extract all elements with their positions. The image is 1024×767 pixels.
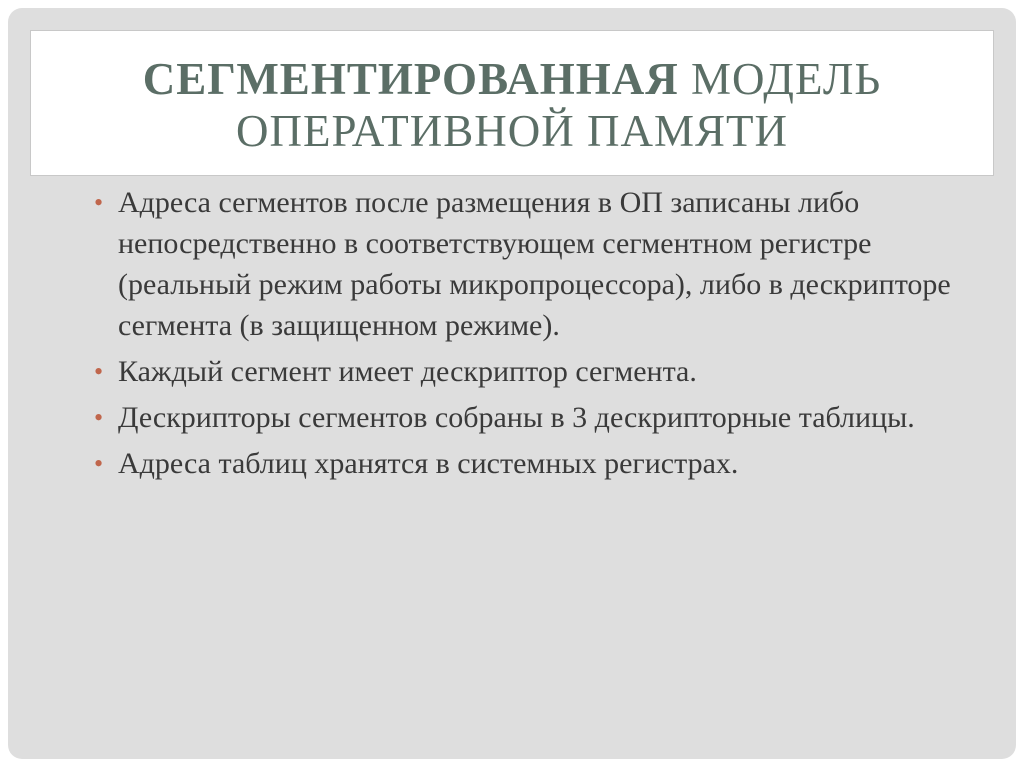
bullet-dot-icon: • <box>94 403 104 432</box>
title-box <box>30 30 994 176</box>
slide <box>8 8 1016 759</box>
title-bold-part: СЕГМЕНТИРОВАННАЯ <box>142 54 679 104</box>
bullet-item <box>94 397 954 438</box>
bullet-item <box>94 443 954 484</box>
bullet-text: Каждый сегмент имеет дескриптор сегмента. <box>118 355 697 388</box>
slide-title <box>31 53 993 157</box>
title-rest-part: МОДЕЛЬ ОПЕРАТИВНОЙ ПАМЯТИ <box>235 54 882 156</box>
bullet-dot-icon: • <box>94 357 104 386</box>
bullet-dot-icon: • <box>94 449 104 478</box>
bullet-text: Адреса сегментов после размещения в ОП записаны либо непосредственно в соответствующем сегментном регистре (реальный режим работы микропроцессора), либо в дескрипторе сегмента (в защищенном режиме). <box>118 186 951 342</box>
bullet-text: Адреса таблиц хранятся в системных регистрах. <box>118 447 739 480</box>
bullet-item <box>94 351 954 392</box>
bullet-dot-icon: • <box>94 188 104 217</box>
bullet-text: Дескрипторы сегментов собраны в 3 дескрипторные таблицы. <box>118 401 915 434</box>
bullet-list <box>94 182 954 489</box>
bullet-item <box>94 182 954 346</box>
